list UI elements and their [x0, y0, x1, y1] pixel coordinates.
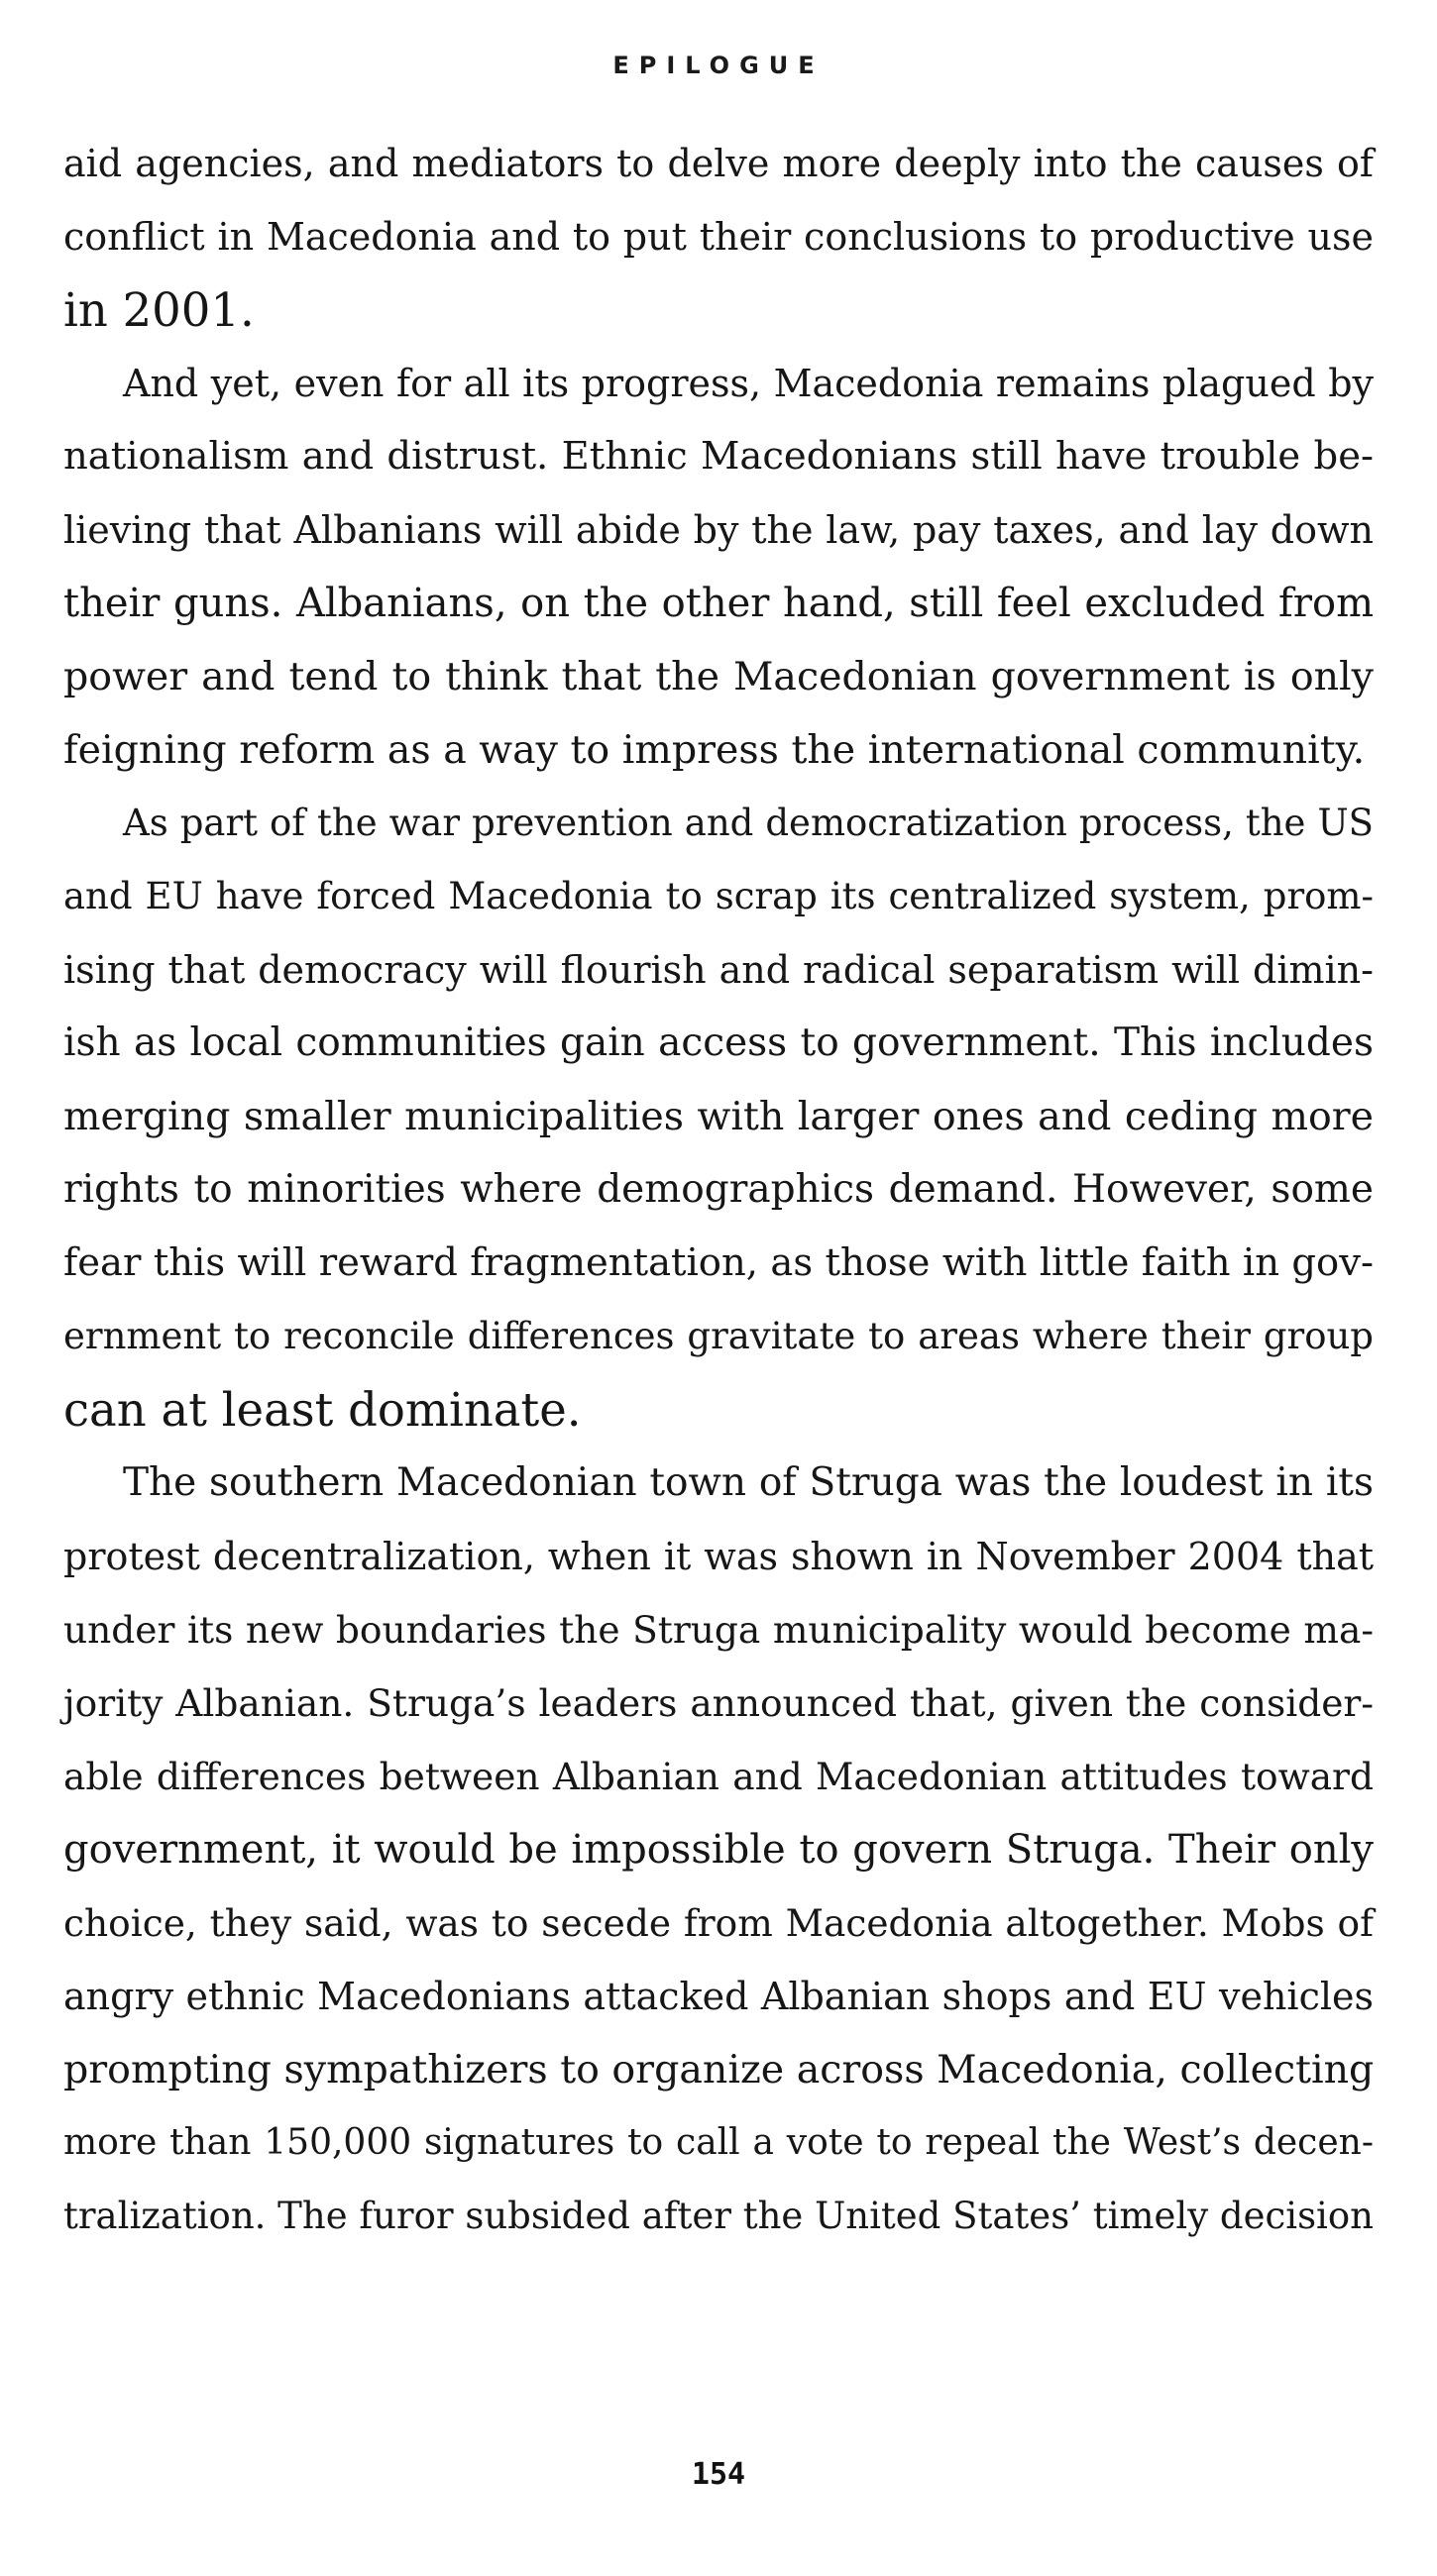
text-line: feigning reform as a way to impress the international community.: [63, 727, 1366, 773]
text-line: protest decentralization, when it was shown in November 2004 that: [63, 1535, 1374, 1578]
running-head: EPILOGUE: [612, 52, 825, 79]
text-line: able differences between Albanian and Macedonian attitudes toward: [63, 1755, 1374, 1798]
text-line: aid agencies, and mediators to delve more deeply into the causes of: [63, 142, 1374, 185]
text-line: ish as local communities gain access to government. This includes: [63, 1020, 1374, 1065]
page-number: 154: [691, 2457, 746, 2492]
text-line: ernment to reconcile differences gravitate to areas where their group: [63, 1315, 1374, 1357]
text-line: The southern Macedonian town of Struga was the loudest in its: [123, 1460, 1374, 1505]
text-line: As part of the war prevention and democratization process, the US: [123, 802, 1374, 844]
text-line: and EU have forced Macedonia to scrap its centralized system, prom-: [63, 875, 1374, 917]
text-line: jority Albanian. Struga’s leaders announced that, given the consider-: [63, 1681, 1374, 1725]
text-line: merging smaller municipalities with larger ones and ceding more: [63, 1094, 1374, 1139]
text-line: prompting sympathizers to organize across Macedonia, collecting: [63, 2047, 1375, 2093]
text-line: fear this will reward fragmentation, as those with little faith in gov-: [63, 1240, 1374, 1285]
text-line: conflict in Macedonia and to put their conclusions to productive use: [63, 215, 1374, 259]
body-text: [63, 127, 1374, 2253]
text-line: can at least dominate.: [63, 1383, 582, 1437]
text-line: And yet, even for all its progress, Macedonia remains plagued by: [123, 362, 1374, 405]
text-line: power and tend to think that the Macedonian government is only: [63, 654, 1374, 699]
text-line: rights to minorities where demographics demand. However, some: [63, 1167, 1374, 1212]
text-line: their guns. Albanians, on the other hand, still feel excluded from: [63, 581, 1374, 626]
text-line: lieving that Albanians will abide by the law, pay taxes, and lay down: [63, 508, 1374, 552]
paragraph-4: [63, 1447, 1374, 2253]
paragraph-2: [63, 347, 1374, 787]
paragraph-3: [63, 787, 1374, 1447]
text-line: ising that democracy will flourish and radical separatism will dimin-: [63, 948, 1374, 992]
text-line: more than 150,000 signatures to call a vote to repeal the West’s decen-: [63, 2122, 1374, 2163]
text-line: tralization. The furor subsided after the United States’ timely decision: [63, 2195, 1374, 2237]
text-line: nationalism and distrust. Ethnic Macedonians still have trouble be-: [63, 434, 1374, 479]
text-line: choice, they said, was to secede from Macedonia altogether. Mobs of: [63, 1901, 1374, 1945]
text-line: government, it would be impossible to govern Struga. Their only: [63, 1827, 1374, 1873]
text-line: in 2001.: [63, 283, 255, 337]
text-line: angry ethnic Macedonians attacked Albanian shops and EU vehicles: [63, 1975, 1374, 2018]
paragraph-1: [63, 127, 1374, 347]
text-line: under its new boundaries the Struga municipality would become ma-: [63, 1608, 1374, 1652]
